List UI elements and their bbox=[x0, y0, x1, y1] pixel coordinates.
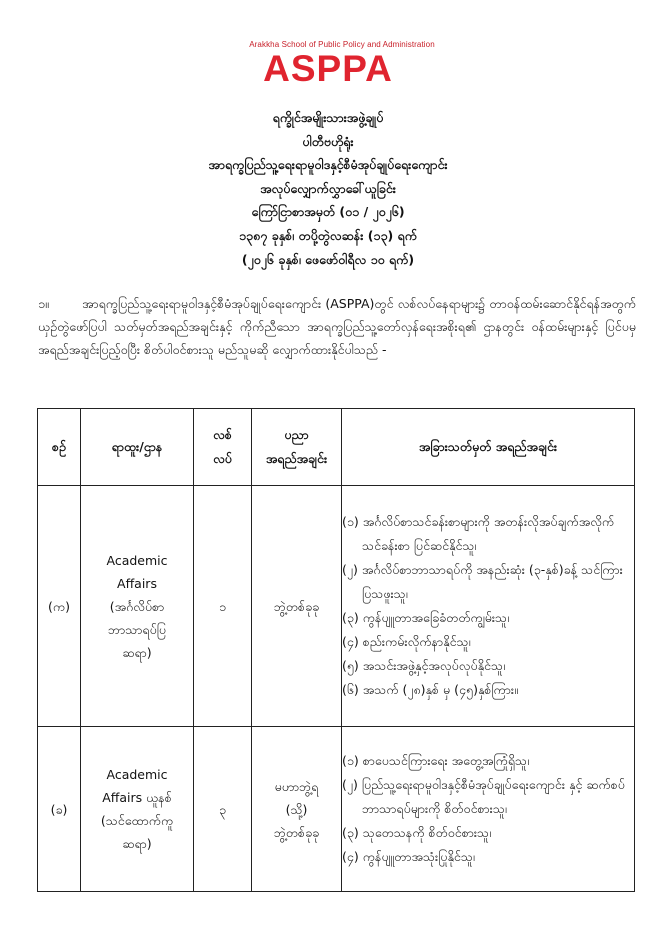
row-requirements bbox=[342, 486, 635, 727]
row-qualification: မဟာဘွဲ့ရ (သို့) ဘွဲ့တစ်ခုခု bbox=[252, 727, 342, 892]
row-number: (က) bbox=[38, 486, 81, 727]
requirement-item: (၂) အင်္ဂလိပ်စာဘာသာရပ်ကို အနည်းဆုံး (၃-နှစ်)ခန့် သင်ကြားပြသဖူးသူ၊ bbox=[342, 562, 623, 601]
heading-notice-number: ကြော်ငြာစာအမှတ် (၀၁ / ၂၀၂၆) bbox=[251, 204, 405, 220]
requirement-item: (၂) ပြည်သူ့ရေးရာမူဝါဒနှင့်စီမံအုပ်ချုပ်ရေးကျောင်း နှင့် ဆက်စပ်ဘာသာရပ်များကို စိတ်ဝင်စားသူ၊ bbox=[342, 777, 625, 816]
header-no: စဉ် bbox=[38, 409, 81, 486]
header-requirements: အခြားသတ်မှတ် အရည်အချင်း bbox=[342, 409, 635, 486]
intro-text: အာရက္ခပြည်သူ့ရေးရာမူဝါဒနှင့်စီမံအုပ်ချုပ်ရေးကျောင်း (ASPPA)တွင် လစ်လပ်နေရာများ၌ တာဝန်ထမ်းဆောင်နိုင်ရန်အတွက် ယှဉ်တွဲဖော်ပြပါ သတ်မှတ်အရည်အချင်းနှင့် ကိုက်ညီသော အာရက္ခပြည်သူ့တော်လှန်ရေးအစိုးရ၏ ဌာနတွင်း ဝန်ထမ်းများနှင့် ပြင်ပမှအရည်အချင်းပြည့်ဝပြီး စိတ်ပါဝင်စားသူ မည်သူမဆို လျှောက်ထားနိုင်ပါသည် - bbox=[38, 296, 636, 357]
header-qualification: ပညာ အရည်အချင်း bbox=[252, 409, 342, 486]
logo-wordmark: ASPPA bbox=[263, 48, 393, 89]
heading-org: ရက္ခိုင်အမျိုးသားအဖွဲ့ချုပ် bbox=[272, 110, 384, 125]
heading-title: အလုပ်လျှောက်လွှာခေါ်ယူခြင်း bbox=[260, 180, 396, 196]
requirement-item: (၅) အသင်းအဖွဲ့နှင့်အလုပ်လုပ်နိုင်သူ၊ bbox=[342, 658, 506, 673]
requirement-item: (၄) စည်းကမ်းလိုက်နာနိုင်သူ၊ bbox=[342, 634, 471, 649]
row-qualification: ဘွဲ့တစ်ခုခု bbox=[252, 486, 342, 727]
logo-tagline: Arakkha School of Public Policy and Administration bbox=[249, 40, 435, 49]
row-position: Academic Affairs ယူနစ် (သင်ထောက်ကူ ဆရာ) bbox=[81, 727, 194, 892]
requirement-item: (၁) စာပေသင်ကြားရေး အတွေ့အကြုံရှိသူ၊ bbox=[342, 753, 530, 768]
intro-number: ၁။ bbox=[38, 296, 49, 311]
asppa-logo bbox=[0, 40, 656, 88]
requirement-item: (၃) ကွန်ပျူတာအခြေခံတတ်ကျွမ်းသူ၊ bbox=[342, 610, 510, 625]
header-position: ရာထူး/ဌာန bbox=[81, 409, 194, 486]
intro-paragraph bbox=[38, 292, 636, 361]
table-row bbox=[38, 486, 635, 727]
row-position: Academic Affairs (အင်္ဂလိပ်စာ ဘာသာရပ်ပြ ဆရာ) bbox=[81, 486, 194, 727]
table-header-row bbox=[38, 409, 635, 486]
row-vacancy-count: ၃ bbox=[194, 727, 252, 892]
row-vacancy-count: ၁ bbox=[194, 486, 252, 727]
requirement-item: (၃) သုတေသနကို စိတ်ဝင်စားသူ၊ bbox=[342, 825, 492, 840]
row-requirements bbox=[342, 727, 635, 892]
requirement-item: (၆) အသက် (၂၈)နှစ် မှ (၄၅)နှစ်ကြား။ bbox=[342, 682, 518, 697]
announcement-heading bbox=[0, 106, 656, 271]
row-number: (ခ) bbox=[38, 727, 81, 892]
heading-date-myanmar: ၁၃၈၇ ခုနှစ်၊ တပို့တွဲလဆန်း (၁၃) ရက် bbox=[239, 227, 417, 243]
vacancy-table bbox=[37, 408, 635, 892]
heading-date-gregorian: (၂၀၂၆ ခုနှစ်၊ ဖေဖော်ဝါရီလ ၁၀ ရက်) bbox=[241, 251, 415, 267]
heading-office: ပါတီဗဟိုရုံး bbox=[302, 133, 354, 149]
table-row bbox=[38, 727, 635, 892]
requirement-item: (၄) ကွန်ပျူတာအသုံးပြုနိုင်သူ၊ bbox=[342, 849, 475, 864]
requirement-item: (၁) အင်္ဂလိပ်စာသင်ခန်းစာများကို အတန်းလိုအပ်ချက်အလိုက် သင်ခန်းစာ ပြင်ဆင်နိုင်သူ၊ bbox=[342, 514, 615, 553]
heading-school: အာရက္ခပြည်သူ့ရေးရာမူဝါဒနှင့်စီမံအုပ်ချုပ်ရေးကျောင်း bbox=[208, 157, 448, 173]
header-vacancy: လစ် လပ် bbox=[194, 409, 252, 486]
